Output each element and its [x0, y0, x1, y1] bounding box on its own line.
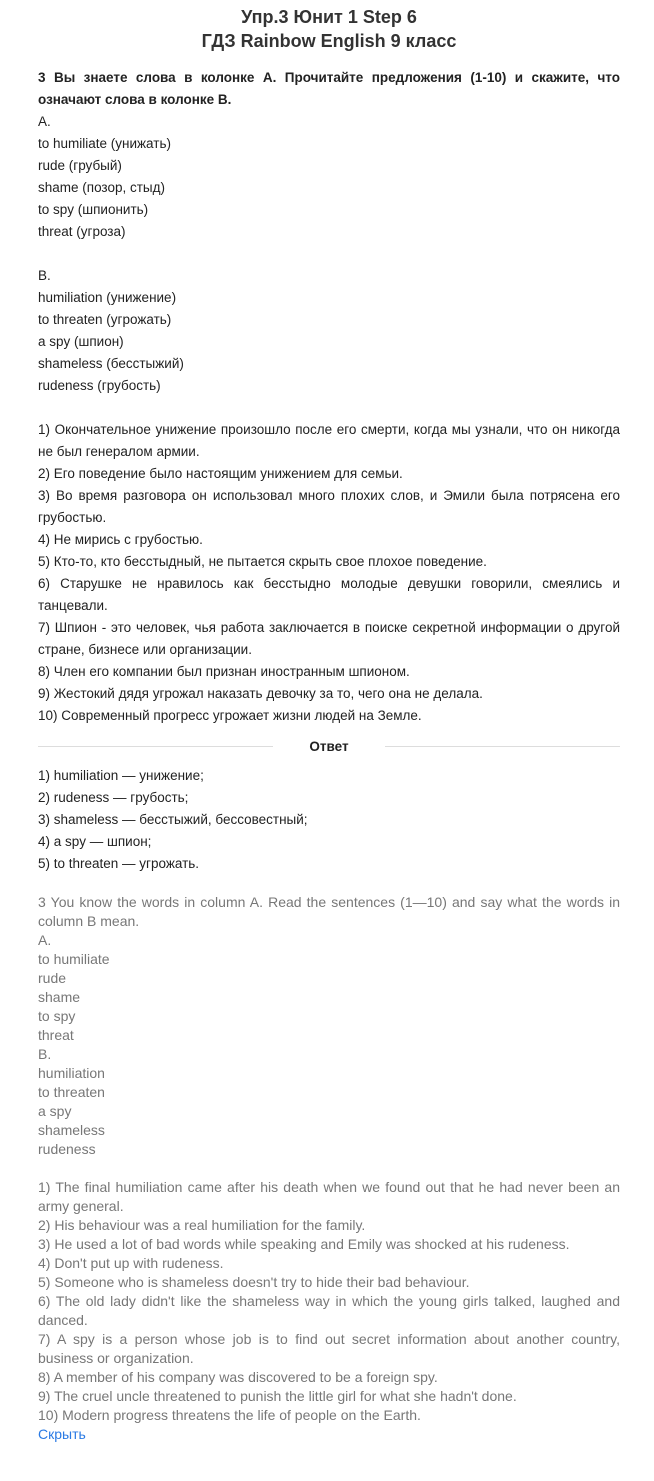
sentence-en: 1) The final humiliation came after his death when we found out that he had never been an army general.: [38, 1179, 620, 1214]
english-column-b-item: a spy: [38, 1103, 72, 1119]
english-column-a-item: to humiliate: [38, 951, 110, 967]
column-b-item: rudeness (грубость): [38, 378, 161, 393]
answer-heading: Ответ: [309, 738, 349, 754]
column-b-item: humiliation (унижение): [38, 290, 177, 305]
sentence-ru: 6) Старушке не нравилось как бесстыдно молодые девушки говорили, смеялись и танцевали.: [38, 576, 620, 613]
russian-sentences: [38, 419, 620, 727]
english-column-a-item: to spy: [38, 1008, 76, 1024]
column-b-label: B.: [38, 268, 51, 283]
answer-divider: [38, 735, 620, 757]
english-column-a-item: shame: [38, 989, 81, 1005]
answer-item: 2) rudeness — грубость;: [38, 790, 189, 805]
sentence-en: 8) A member of his company was discovered to be a foreign spy.: [38, 1369, 438, 1385]
sentence-ru: 7) Шпион - это человек, чья работа заключается в поиске секретной информации о другой стране, бизнесе или организации.: [38, 620, 620, 657]
sentence-en: 10) Modern progress threatens the life of people on the Earth.: [38, 1407, 421, 1423]
english-column-b-label: B.: [38, 1046, 52, 1062]
divider-line: [385, 746, 620, 747]
column-b-item: to threaten (угрожать): [38, 312, 172, 327]
sentence-en: 4) Don't put up with rudeness.: [38, 1255, 224, 1271]
sentence-ru: 2) Его поведение было настоящим унижением для семьи.: [38, 466, 403, 481]
english-column-a-label: A.: [38, 932, 52, 948]
column-a-label: A.: [38, 114, 51, 129]
sentence-ru: 8) Член его компании был признан иностранным шпионом.: [38, 664, 410, 679]
column-a-item: to humiliate (унижать): [38, 136, 171, 151]
hide-link[interactable]: Скрыть: [38, 1426, 86, 1442]
answer-item: 5) to threaten — угрожать.: [38, 856, 200, 871]
column-a-item: rude (грубый): [38, 158, 122, 173]
sentence-en: 7) A spy is a person whose job is to find out secret information about another country, business or organization.: [38, 1331, 620, 1366]
answer-item: 3) shameless — бесстыжий, бессовестный;: [38, 812, 308, 827]
divider-line: [38, 746, 273, 747]
answer-list: [38, 765, 620, 875]
column-a-list: [38, 111, 620, 243]
english-column-b-item: shameless: [38, 1122, 105, 1138]
sentence-ru: 5) Кто-то, кто бесстыдный, не пытается скрыть свое плохое поведение.: [38, 554, 487, 569]
english-column-b-item: to threaten: [38, 1084, 105, 1100]
english-column-a-item: threat: [38, 1027, 74, 1043]
english-column-b-item: rudeness: [38, 1141, 96, 1157]
column-b-item: a spy (шпион): [38, 334, 124, 349]
answer-item: 4) a spy — шпион;: [38, 834, 152, 849]
column-a-item: shame (позор, стыд): [38, 180, 165, 195]
english-column-a-item: rude: [38, 970, 67, 986]
sentence-en: 6) The old lady didn't like the shameless way in which the young girls talked, laughed and danced.: [38, 1293, 620, 1328]
sentence-en: 2) His behaviour was a real humiliation for the family.: [38, 1217, 366, 1233]
task-heading: 3 Вы знаете слова в колонке А. Прочитайте предложения (1-10) и скажите, что означают слова в колонке В.: [38, 70, 620, 107]
sentence-ru: 10) Современный прогресс угрожает жизни людей на Земле.: [38, 708, 422, 723]
sentence-ru: 3) Во время разговора он использовал много плохих слов, и Эмили была потрясена его грубостью.: [38, 488, 620, 525]
spacer: [38, 243, 620, 265]
answer-item: 1) humiliation — унижение;: [38, 768, 204, 783]
page-title: Упр.3 Юнит 1 Step 6: [241, 7, 417, 27]
sentence-ru: 9) Жестокий дядя угрожал наказать девочку за то, чего она не делала.: [38, 686, 483, 701]
sentence-en: 3) He used a lot of bad words while speaking and Emily was shocked at his rudeness.: [38, 1236, 570, 1252]
page-header: [38, 0, 620, 53]
english-original: [38, 893, 620, 1444]
column-a-item: to spy (шпионить): [38, 202, 149, 217]
spacer: [38, 1159, 620, 1178]
english-task: 3 You know the words in column A. Read the sentences (1—10) and say what the words in column B mean.: [38, 894, 620, 929]
column-a-item: threat (угроза): [38, 224, 126, 239]
sentence-ru: 4) Не мирись с грубостью.: [38, 532, 203, 547]
page-subtitle: ГДЗ Rainbow English 9 класс: [201, 31, 457, 51]
sentence-en: 5) Someone who is shameless doesn't try to hide their bad behaviour.: [38, 1274, 470, 1290]
column-b-list: [38, 265, 620, 397]
sentence-ru: 1) Окончательное унижение произошло после его смерти, когда мы узнали, что он никогда не был генералом армии.: [38, 422, 620, 459]
english-column-b-item: humiliation: [38, 1065, 105, 1081]
sentence-en: 9) The cruel uncle threatened to punish the little girl for what she hadn't done.: [38, 1388, 517, 1404]
column-b-item: shameless (бесстыжий): [38, 356, 184, 371]
